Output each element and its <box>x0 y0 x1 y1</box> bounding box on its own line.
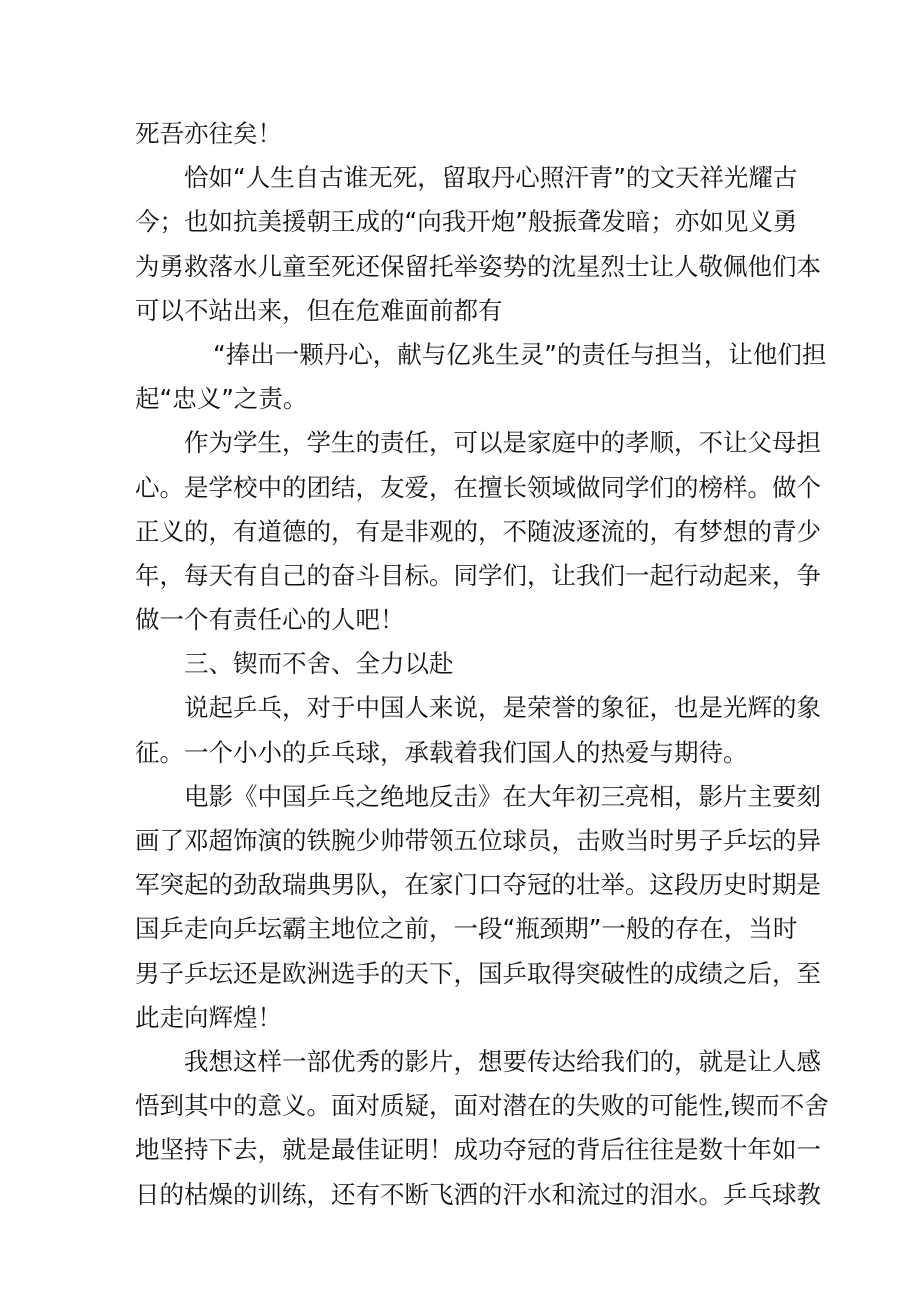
text-line: 国乒走向乒坛霸主地位之前，一段“瓶颈期”一般的存在，当时 <box>135 914 798 944</box>
body-text <box>135 112 829 1217</box>
text-line: 军突起的劲敌瑞典男队，在家门口夺冠的壮举。这段历史时期是 <box>135 870 821 900</box>
text-line: 起“忠义”之责。 <box>135 384 308 414</box>
text-line: 作为学生，学生的责任，可以是家庭中的孝顺，不让父母担 <box>184 428 821 458</box>
text-line: 为勇救落水儿童至死还保留托举姿势的沈星烈士让人敬佩他们本 <box>135 251 821 281</box>
text-line: 正义的，有道德的，有是非观的，不随波逐流的，有梦想的青少 <box>135 516 821 546</box>
text-line: 做一个有责任心的人吧！ <box>135 605 405 635</box>
text-line: 说起乒乓，对于中国人来说，是荣誉的象征，也是光辉的象 <box>184 693 821 723</box>
text-line: 征。一个小小的乒乓球，承载着我们国人的热爱与期待。 <box>135 737 748 767</box>
text-line: 日的枯燥的训练，还有不断飞洒的汗水和流过的泪水。乒乓球教 <box>135 1179 821 1209</box>
text-line: 可以不站出来，但在危难面前都有 <box>135 295 503 325</box>
text-line: 今；也如抗美援朝王成的“向我开炮”般振聋发暗；亦如见义勇 <box>135 207 798 237</box>
text-line: “捧出一颗丹心，献与亿兆生灵”的责任与担当，让他们担 <box>213 339 827 369</box>
text-line: 地坚持下去，就是最佳证明！成功夺冠的背后往往是数十年如一 <box>135 1135 821 1165</box>
text-line: 我想这样一部优秀的影片，想要传达给我们的，就是让人感 <box>184 1046 821 1076</box>
text-line: 心。是学校中的团结，友爱，在擅长领域做同学们的榜样。做个 <box>135 472 821 502</box>
text-line: 男子乒坛还是欧洲选手的天下，国乒取得突破性的成绩之后，至 <box>135 958 821 988</box>
text-line: 此走向辉煌！ <box>135 1002 282 1032</box>
text-line: 电影《中国乒乓之绝地反击》在大年初三亮相，影片主要刻 <box>184 781 821 811</box>
text-line: 悟到其中的意义。面对质疑，面对潜在的失败的可能性,锲而不舍 <box>135 1091 829 1121</box>
text-line: 年，每天有自己的奋斗目标。同学们，让我们一起行动起来，争 <box>135 560 821 590</box>
text-line: 恰如“人生自古谁无死，留取丹心照汗青”的文天祥光耀古 <box>184 163 798 193</box>
text-line: 死吾亦往矣！ <box>135 119 282 148</box>
text-line: 画了邓超饰演的铁腕少帅带领五位球员，击败当时男子乒坛的异 <box>135 826 821 855</box>
section-heading: 三、锲而不舍、全力以赴 <box>184 649 454 679</box>
